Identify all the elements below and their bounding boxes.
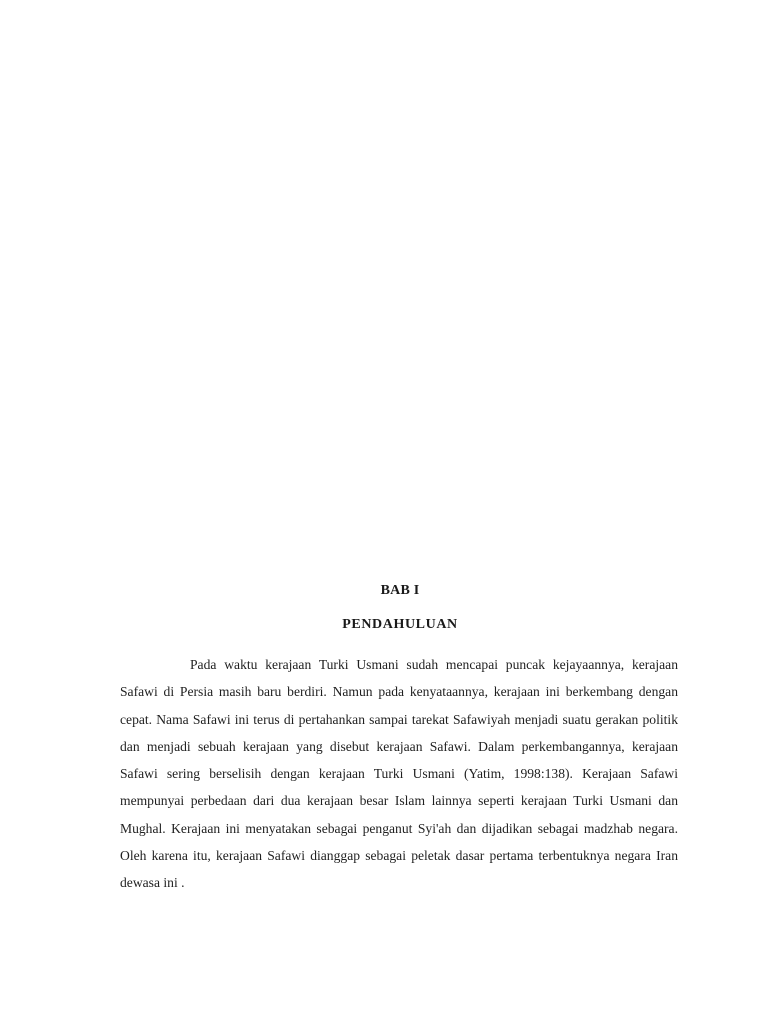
chapter-title: PENDAHULUAN — [342, 617, 458, 632]
body-paragraph: Pada waktu kerajaan Turki Usmani sudah mencapai puncak kejayaannya, kerajaan Safawi di Persia masih baru berdiri. Namun pada kenyataannya, kerajaan ini berkembang dengan cepat. Nama Safawi ini terus di pertahankan sampai tarekat Safawiyah menjadi suatu gerakan politik dan menjadi sebuah kerajaan yang disebut kerajaan Safawi. Dalam perkembangannya, kerajaan Safawi sering berselisih dengan kerajaan Turki Usmani (Yatim, 1998:138). Kerajaan Safawi mempunyai perbedaan dari dua kerajaan besar Islam lainnya seperti kerajaan Turki Usmani dan Mughal. Kerajaan ini menyatakan sebagai penganut Syi'ah dan dijadikan sebagai madzhab negara. Oleh karena itu, kerajaan Safawi dianggap sebagai peletak dasar pertama terbentuknya negara Iran dewasa ini . — [120, 657, 678, 891]
chapter-label: BAB I — [380, 583, 420, 598]
